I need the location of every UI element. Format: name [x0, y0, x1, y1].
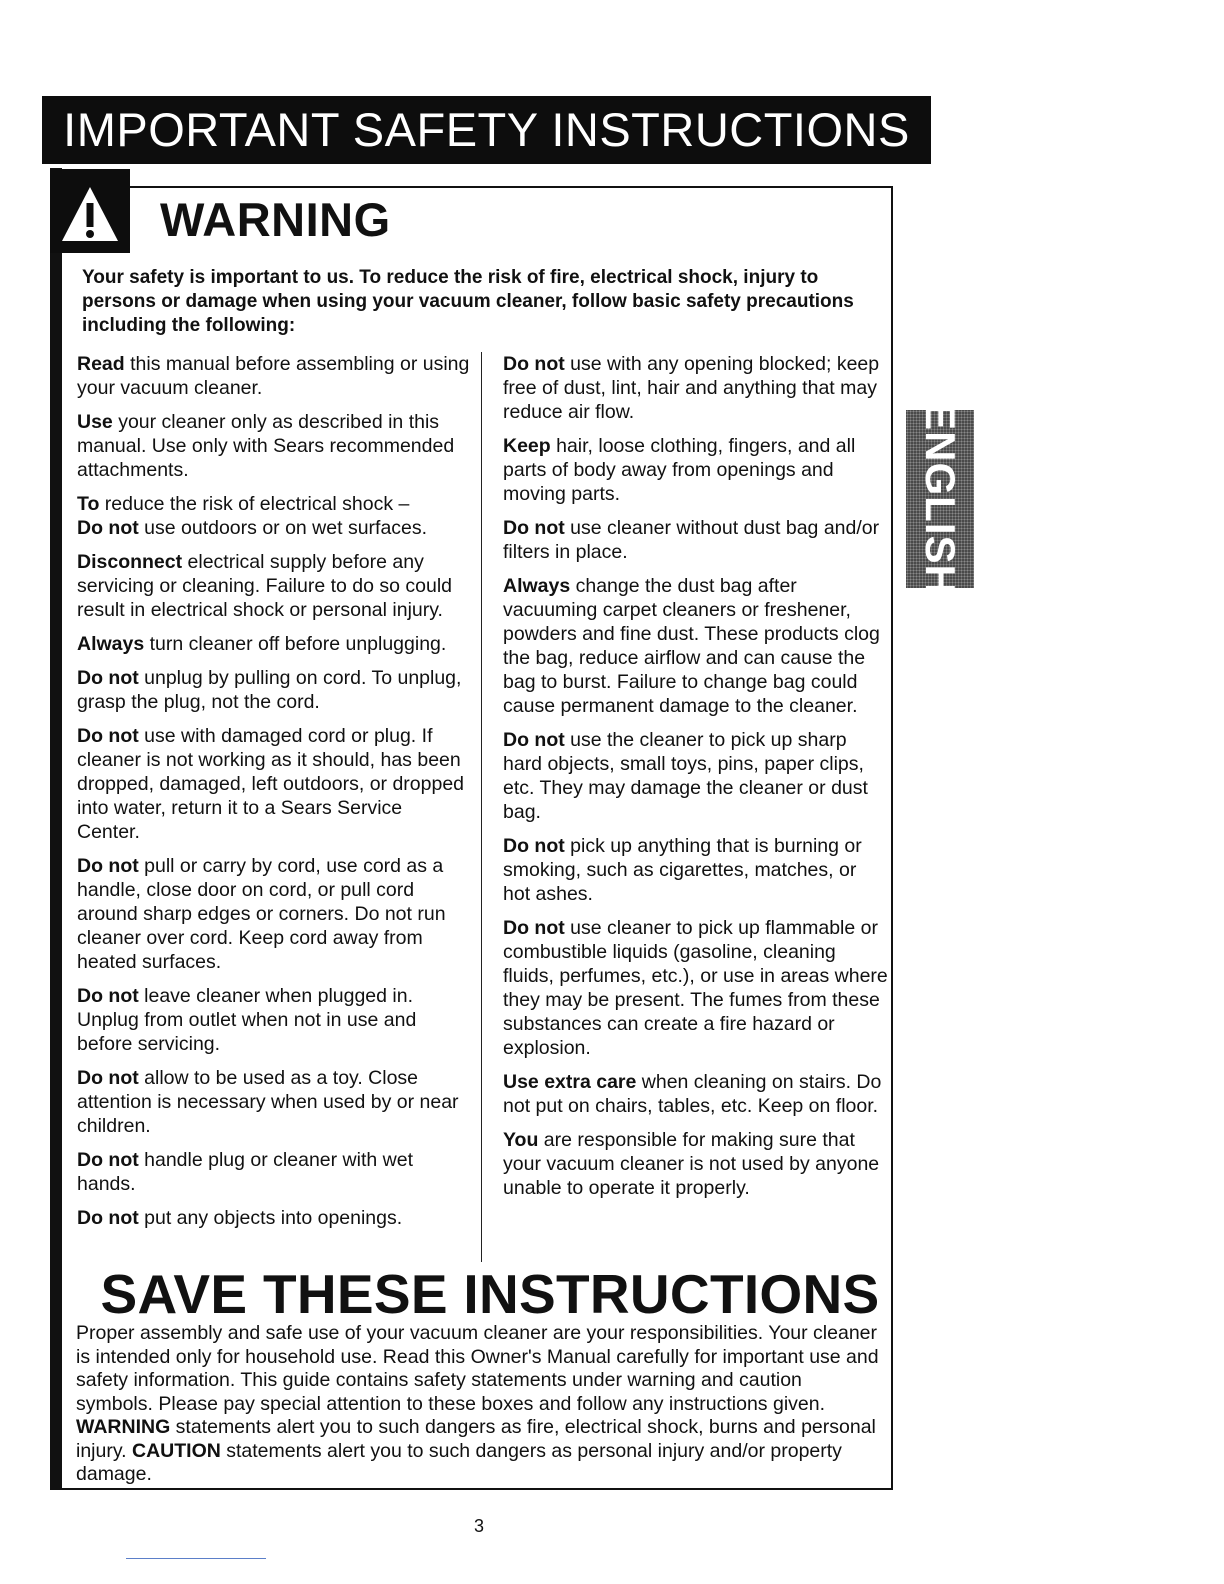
list-item: Do not leave cleaner when plugged in. Unplug from outlet when not in use and before servicing. [77, 985, 417, 1055]
list-item: You are responsible for making sure that your vacuum cleaner is not used by anyone unable to operate it properly. [503, 1129, 880, 1199]
closing-paragraph: Proper assembly and safe use of your vacuum cleaner are your responsibilities. Your cleaner is intended only for household use. Read this Owner's Manual carefully for important use and safety information. This guide contains safety statements under warning and caution symbols. Please pay special attention to these boxes and follow any instructions given. WARNING statements alert you to such dangers as fire, electrical shock, burns and personal injury. CAUTION statements alert you to such dangers as personal injury and/or property damage. [76, 1322, 879, 1485]
list-item: Do not handle plug or cleaner with wet hands. [77, 1149, 413, 1195]
list-item: Use extra care when cleaning on stairs. Do not put on chairs, tables, etc. Keep on floor. [503, 1071, 882, 1117]
list-item: Do not use the cleaner to pick up sharp hard objects, small toys, pins, paper clips, etc. They may damage the cleaner or dust bag. [503, 729, 868, 823]
page-banner-title: IMPORTANT SAFETY INSTRUCTIONS [42, 96, 931, 164]
list-item: Do not use cleaner without dust bag and/or filters in place. [503, 517, 880, 563]
save-instructions-heading: SAVE THESE INSTRUCTIONS [100, 1263, 880, 1325]
list-item: Keep hair, loose clothing, fingers, and all parts of body away from openings and moving parts. [503, 435, 856, 505]
footer-rule [126, 1558, 266, 1559]
warning-keyword: WARNING [76, 1416, 171, 1438]
list-item: Do not unplug by pulling on cord. To unplug, grasp the plug, not the cord. [77, 667, 462, 713]
list-item: Do not put any objects into openings. [77, 1207, 403, 1229]
warning-intro: Your safety is important to us. To reduce the risk of fire, electrical shock, injury to persons or damage when using your vacuum cleaner, follow basic safety precautions including the following: [82, 267, 854, 336]
page-number: 3 [474, 1516, 485, 1536]
column-divider [481, 352, 482, 1262]
caution-keyword: CAUTION [132, 1439, 221, 1462]
right-column [503, 352, 888, 1210]
list-item: Always turn cleaner off before unplugging. [77, 633, 447, 655]
left-column [77, 352, 470, 1240]
list-item: Do not use with any opening blocked; keep free of dust, lint, hair and anything that may reduce air flow. [503, 353, 880, 423]
list-item: Do not use with damaged cord or plug. If cleaner is not working as it should, has been dropped, damaged, left outdoors, or dropped into water, return it to a Sears Service Center. [77, 725, 465, 843]
list-item: Read this manual before assembling or using your vacuum cleaner. [77, 353, 470, 399]
list-item: Use your cleaner only as described in this manual. Use only with Sears recommended attachments. [77, 411, 455, 481]
list-item: Do not pull or carry by cord, use cord as a handle, close door on cord, or pull cord around sharp edges or corners. Do not run cleaner over cord. Keep cord away from heated surfaces. [77, 855, 446, 973]
warning-heading: WARNING [160, 193, 391, 246]
language-tab-label: ENGLISH [917, 402, 964, 596]
list-item: Do not allow to be used as a toy. Close attention is necessary when used by or near children. [77, 1067, 459, 1137]
list-item: Do not pick up anything that is burning or smoking, such as cigarettes, matches, or hot ashes. [503, 835, 862, 905]
list-item: Do not use cleaner to pick up flammable or combustible liquids (gasoline, cleaning fluids, perfumes, etc.), or use in areas where they may be present. The fumes from these substances can create a fire hazard or explosion. [503, 917, 888, 1059]
warning-triangle-icon [50, 169, 130, 253]
list-item: Disconnect electrical supply before any servicing or cleaning. Failure to do so could result in electrical shock or personal injury. [77, 551, 453, 621]
list-item: Always change the dust bag after vacuuming carpet cleaners or freshener, powders and fine dust. These products clog the bag, reduce airflow and can cause the bag to burst. Failure to change bag could cause permanent damage to the cleaner. [503, 575, 880, 717]
list-item: To reduce the risk of electrical shock – Do not use outdoors or on wet surfaces. [77, 493, 428, 539]
language-tab [906, 402, 974, 596]
